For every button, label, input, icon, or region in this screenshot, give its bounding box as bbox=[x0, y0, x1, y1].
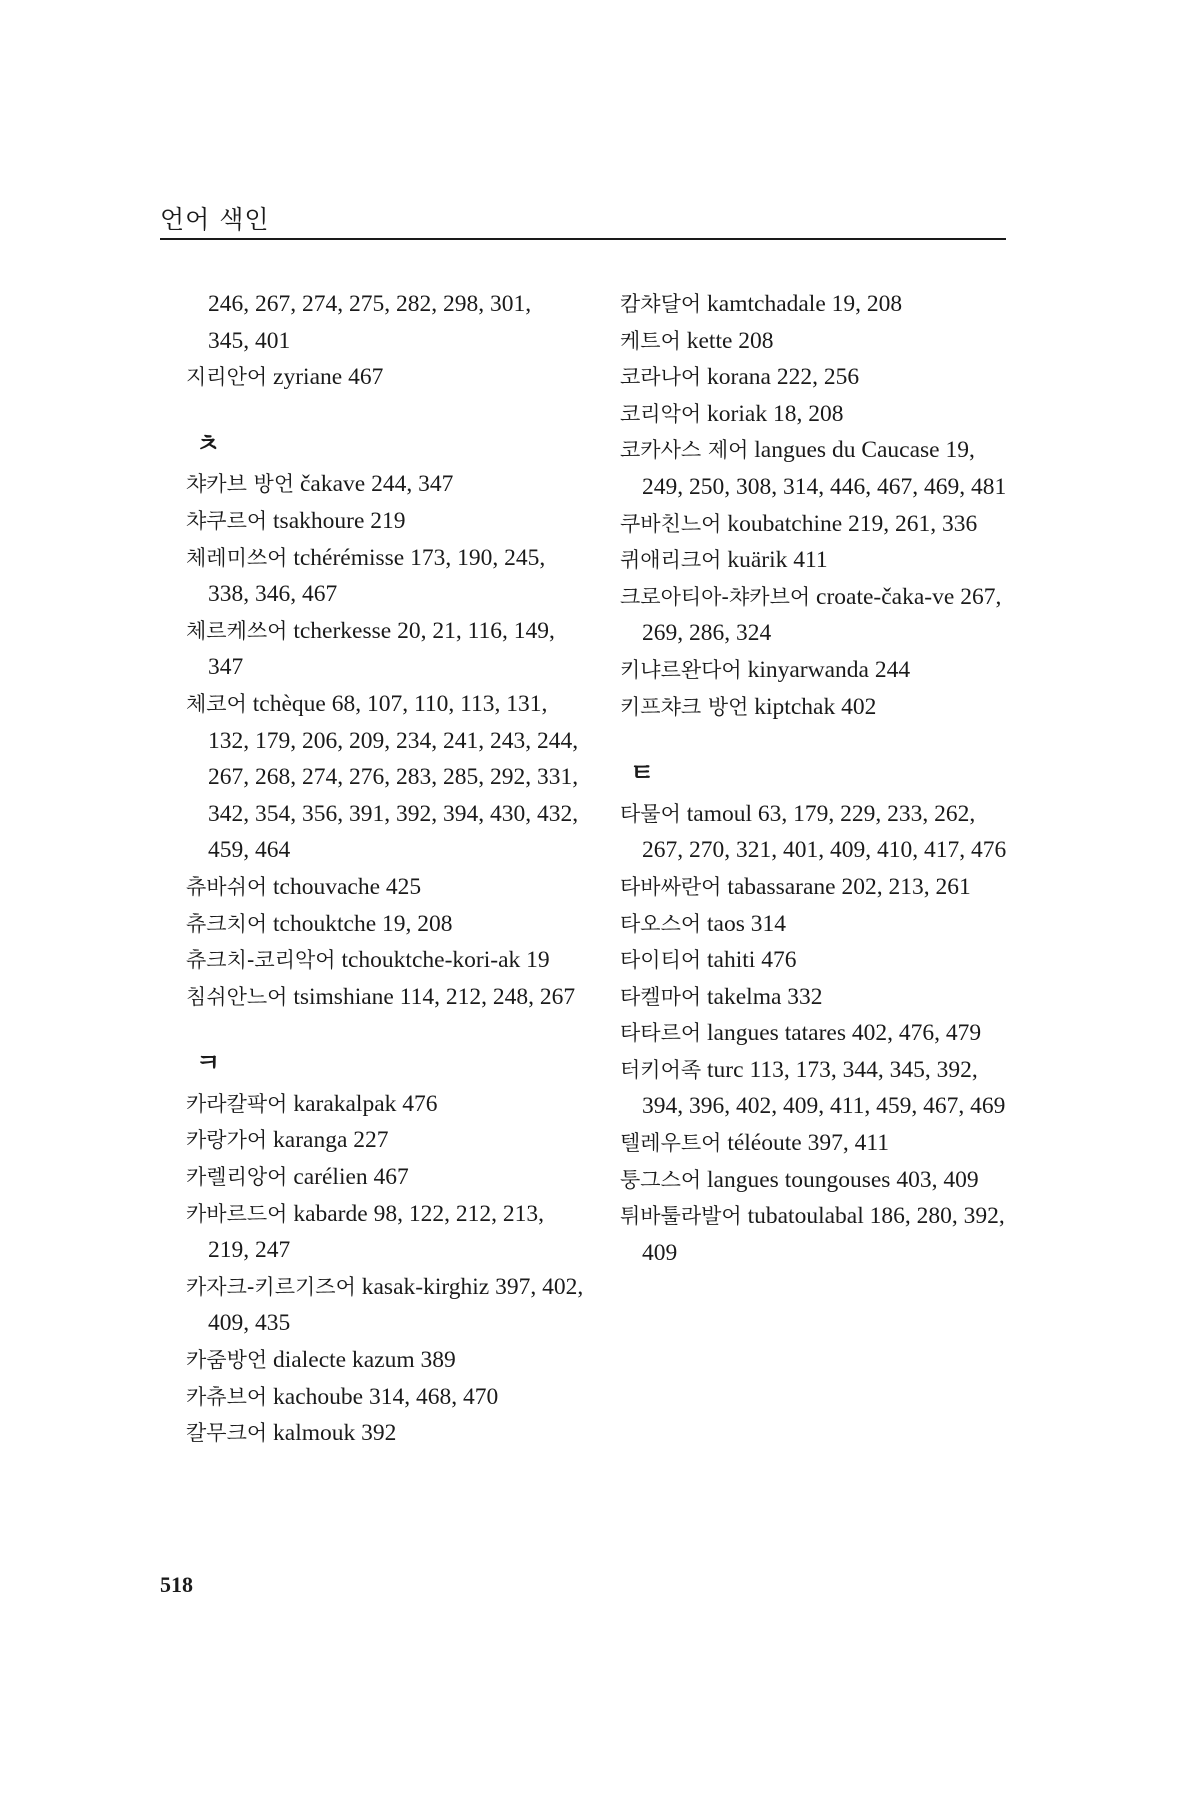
entry-french-term: kinyarwanda bbox=[747, 656, 869, 683]
entry-page-refs: 18, 208 bbox=[772, 400, 844, 427]
entry-page-refs: 467 bbox=[373, 1164, 409, 1191]
entry-page-refs: 314, 468, 470 bbox=[368, 1383, 499, 1410]
continuation-line-1: 246, 267, 274, 275, 282, 298, 301, bbox=[208, 291, 532, 317]
index-entry bbox=[186, 1159, 586, 1196]
entry-korean-term: 타켈마어 bbox=[620, 984, 702, 1009]
entry-page-refs: 332 bbox=[787, 983, 823, 1010]
entry-page-refs: 402 bbox=[841, 693, 877, 720]
entry-french-term: kasak-kirghiz bbox=[361, 1273, 490, 1300]
entry-page-refs: 219 bbox=[370, 507, 406, 534]
entry-page-refs: 425 bbox=[385, 873, 422, 900]
entry-page-refs: 244 bbox=[874, 656, 911, 683]
entry-french-term: tchouktche-kori-ak bbox=[341, 947, 521, 974]
header-rule bbox=[160, 238, 1006, 240]
entry-korean-term: 코라나어 bbox=[620, 365, 702, 390]
entry-page-refs: 98, 122, 212, 213, 219, 247 bbox=[208, 1200, 544, 1264]
index-entry bbox=[186, 686, 586, 869]
index-entry bbox=[620, 1162, 1010, 1199]
index-entry bbox=[186, 906, 586, 943]
entry-korean-term: 챠카브 방언 bbox=[186, 472, 295, 497]
index-entry bbox=[620, 432, 1010, 505]
entry-french-term: karakalpak bbox=[293, 1090, 397, 1117]
index-entry bbox=[186, 942, 586, 979]
entry-page-refs: 397, 411 bbox=[807, 1130, 889, 1157]
entry-korean-term: 츄크치어 bbox=[186, 911, 268, 936]
index-entry bbox=[620, 1198, 1010, 1271]
entry-korean-term: 퉁그스어 bbox=[620, 1167, 702, 1192]
index-entry bbox=[186, 503, 586, 540]
index-entry bbox=[186, 466, 586, 503]
index-entry bbox=[186, 1086, 586, 1123]
entry-french-term: kachoube bbox=[273, 1383, 364, 1410]
entry-korean-term: 츄바쉬어 bbox=[186, 874, 268, 899]
entry-french-term: tchouvache bbox=[273, 873, 381, 900]
page-title: 언어 색인 bbox=[160, 205, 270, 234]
entry-korean-term: 카렐리앙어 bbox=[186, 1165, 288, 1190]
entry-korean-term: 칼무크어 bbox=[186, 1421, 268, 1446]
entry-page-refs: 244, 347 bbox=[371, 471, 454, 498]
entry-page-refs: 114, 212, 248, 267 bbox=[399, 983, 576, 1010]
entry-french-term: tchouktche bbox=[273, 910, 377, 937]
left-sections bbox=[186, 426, 586, 1452]
index-entry bbox=[620, 979, 1010, 1016]
entry-french-term: turc bbox=[707, 1056, 744, 1083]
entry-page-refs: 392 bbox=[361, 1420, 397, 1447]
entry-page-refs: 186, 280, 392, 409 bbox=[642, 1203, 1005, 1266]
entry-korean-term: 키냐르완다어 bbox=[620, 657, 742, 682]
entry-page-refs: 219, 261, 336 bbox=[848, 510, 978, 537]
index-entry bbox=[186, 869, 586, 906]
index-entry bbox=[620, 286, 1010, 323]
entry-korean-term: 카츄브어 bbox=[186, 1384, 268, 1409]
entry-korean-term: 지리안어 bbox=[186, 365, 268, 390]
entry-korean-term: 쿠바친느어 bbox=[620, 511, 722, 536]
page-header bbox=[160, 200, 1006, 236]
entry-page-refs: 476 bbox=[402, 1090, 438, 1117]
index-entry bbox=[620, 1125, 1010, 1162]
entry-french-term: carélien bbox=[293, 1164, 368, 1191]
index-entry bbox=[186, 979, 586, 1016]
index-entry bbox=[186, 1196, 586, 1269]
entry-korean-term: 키프챠크 방언 bbox=[620, 694, 749, 719]
index-entry bbox=[186, 613, 586, 686]
entry-korean-term: 체레미쓰어 bbox=[186, 545, 288, 570]
entry-french-term: koriak bbox=[707, 400, 768, 427]
entry-french-term: tchèque bbox=[252, 690, 326, 717]
entry-page-refs: 467 bbox=[348, 364, 384, 391]
right-sections bbox=[620, 755, 1010, 1271]
entry-korean-term: 튀바툴라발어 bbox=[620, 1204, 742, 1229]
entry-korean-term: 코리악어 bbox=[620, 401, 702, 426]
entry-french-term: karanga bbox=[273, 1127, 348, 1154]
entry-french-term: croate-čaka-ve bbox=[816, 583, 955, 610]
entry-french-term: koubatchine bbox=[727, 510, 843, 537]
entry-korean-term: 크로아티아-챠카브어 bbox=[620, 584, 811, 609]
right-column bbox=[620, 286, 1010, 1271]
entry-korean-term: 타바싸란어 bbox=[620, 874, 722, 899]
entry-korean-term: 카바르드어 bbox=[186, 1201, 288, 1226]
index-entry bbox=[620, 542, 1010, 579]
index-entry bbox=[620, 869, 1010, 906]
entry-page-refs: 202, 213, 261 bbox=[841, 873, 971, 900]
index-entry bbox=[186, 1379, 586, 1416]
entry-page-refs: 19, 208 bbox=[831, 291, 903, 317]
entry-page-refs: 208 bbox=[738, 327, 774, 354]
entry-french-term: tabassarane bbox=[727, 873, 836, 900]
entry-french-term: tahiti bbox=[707, 947, 756, 974]
index-entry bbox=[186, 540, 586, 613]
entry-french-term: korana bbox=[707, 364, 771, 391]
entry-french-term: tchérémisse bbox=[293, 544, 405, 571]
entry-page-refs: 222, 256 bbox=[776, 364, 860, 391]
entry-french-term: kamtchadale bbox=[707, 291, 826, 317]
entry-korean-term: 체코어 bbox=[186, 691, 247, 716]
entry-korean-term: 챠쿠르어 bbox=[186, 508, 268, 533]
entry-french-term: taos bbox=[707, 910, 745, 937]
entry-korean-term: 츄크치-코리악어 bbox=[186, 948, 336, 973]
entry-korean-term: 타오스어 bbox=[620, 911, 702, 936]
entry-page-refs: 20, 21, 116, 149, 347 bbox=[208, 617, 555, 681]
entry-french-term: langues tatares bbox=[707, 1020, 847, 1047]
entry-page-refs: 19, 249, 250, 308, 314, 446, 467, 469, 481 bbox=[642, 437, 1007, 500]
entry-french-term: téléoute bbox=[727, 1130, 802, 1157]
entry-korean-term: 타이티어 bbox=[620, 948, 702, 973]
left-top-entries bbox=[186, 359, 586, 396]
entry-page-refs: 68, 107, 110, 113, 131, 132, 179, 206, 209, 234, 241, 243, 244, 267, 268, 274, 276, 283, 285, 292, 331, 342, 354, 356, 391, 392, 394, 430, 432, 459, 464 bbox=[208, 690, 579, 864]
index-entry bbox=[620, 942, 1010, 979]
entry-french-term: čakave bbox=[299, 471, 366, 498]
index-entry bbox=[620, 1015, 1010, 1052]
entry-french-term: kabarde bbox=[293, 1200, 368, 1227]
index-entry bbox=[620, 796, 1010, 869]
continuation-line-2: 345, 401 bbox=[208, 327, 291, 354]
entry-korean-term: 터키어족 bbox=[620, 1057, 702, 1082]
index-entry bbox=[186, 1269, 586, 1342]
entry-french-term: langues du Caucase bbox=[754, 437, 940, 464]
index-entry bbox=[620, 506, 1010, 543]
entry-page-refs: 267, 269, 286, 324 bbox=[642, 583, 1002, 647]
entry-page-refs: 476 bbox=[761, 947, 797, 974]
entry-page-refs: 314 bbox=[750, 910, 787, 937]
entry-french-term: kuärik bbox=[727, 547, 788, 574]
entry-korean-term: 코카사스 제어 bbox=[620, 438, 749, 463]
right-top-entries bbox=[620, 286, 1010, 725]
entry-page-refs: 63, 179, 229, 233, 262, 267, 270, 321, 401, 409, 410, 417, 476 bbox=[642, 800, 1007, 864]
entry-korean-term: 카자크-키르기즈어 bbox=[186, 1274, 356, 1299]
entry-korean-term: 카랑가어 bbox=[186, 1128, 268, 1153]
entry-french-term: langues toungouses bbox=[707, 1166, 891, 1193]
entry-french-term: tamoul bbox=[686, 800, 753, 827]
page-number: 518 bbox=[160, 1572, 193, 1597]
entry-french-term: kalmouk bbox=[273, 1420, 356, 1447]
entry-korean-term: 침쉬안느어 bbox=[186, 984, 288, 1009]
entry-korean-term: 체르케쓰어 bbox=[186, 618, 288, 643]
index-entry bbox=[186, 1122, 586, 1159]
index-entry bbox=[186, 1415, 586, 1452]
entry-french-term: tubatoulabal bbox=[747, 1203, 864, 1230]
entry-french-term: tsakhoure bbox=[273, 507, 365, 534]
index-entry bbox=[186, 1342, 586, 1379]
entry-korean-term: 타타르어 bbox=[620, 1021, 702, 1046]
entry-page-refs: 19 bbox=[526, 947, 550, 974]
entry-page-refs: 389 bbox=[420, 1347, 456, 1374]
entry-korean-term: 카라칼팍어 bbox=[186, 1091, 288, 1116]
entry-french-term: tsimshiane bbox=[293, 983, 394, 1010]
index-entry bbox=[620, 579, 1010, 652]
index-entry bbox=[620, 1052, 1010, 1125]
entry-korean-term: 퀴애리크어 bbox=[620, 548, 722, 573]
entry-page-refs: 411 bbox=[793, 547, 828, 574]
index-entry bbox=[620, 689, 1010, 726]
entry-korean-term: 케트어 bbox=[620, 328, 681, 353]
index-entry bbox=[620, 323, 1010, 360]
entry-page-refs: 19, 208 bbox=[382, 910, 453, 937]
entry-french-term: kiptchak bbox=[754, 693, 836, 720]
entry-french-term: kette bbox=[686, 327, 733, 354]
entry-korean-term: 캄챠달어 bbox=[620, 292, 702, 316]
entry-page-refs: 173, 190, 245, 338, 346, 467 bbox=[208, 544, 546, 608]
entry-page-refs: 402, 476, 479 bbox=[851, 1020, 982, 1047]
left-column bbox=[186, 286, 586, 1452]
entry-korean-term: 카줌방언 bbox=[186, 1348, 268, 1373]
section-letter: ㅌ bbox=[630, 758, 655, 788]
entry-page-refs: 113, 173, 344, 345, 392, 394, 396, 402, 409, 411, 459, 467, 469 bbox=[642, 1056, 1006, 1120]
entry-page-refs: 227 bbox=[353, 1127, 389, 1154]
index-entry bbox=[620, 359, 1010, 396]
entry-korean-term: 텔레우트어 bbox=[620, 1131, 722, 1156]
entry-french-term: takelma bbox=[707, 983, 782, 1010]
section-letter: ㅋ bbox=[196, 1048, 221, 1078]
entry-french-term: dialecte kazum bbox=[273, 1347, 415, 1374]
entry-korean-term: 타물어 bbox=[620, 801, 681, 826]
index-entry bbox=[186, 359, 586, 396]
index-entry bbox=[620, 396, 1010, 433]
entry-french-term: zyriane bbox=[273, 364, 343, 391]
index-entry bbox=[620, 906, 1010, 943]
entry-french-term: tcherkesse bbox=[293, 617, 392, 644]
entry-page-refs: 397, 402, 409, 435 bbox=[208, 1273, 584, 1337]
index-entry bbox=[620, 652, 1010, 689]
entry-page-refs: 403, 409 bbox=[896, 1166, 979, 1193]
section-letter: ㅊ bbox=[196, 428, 221, 458]
